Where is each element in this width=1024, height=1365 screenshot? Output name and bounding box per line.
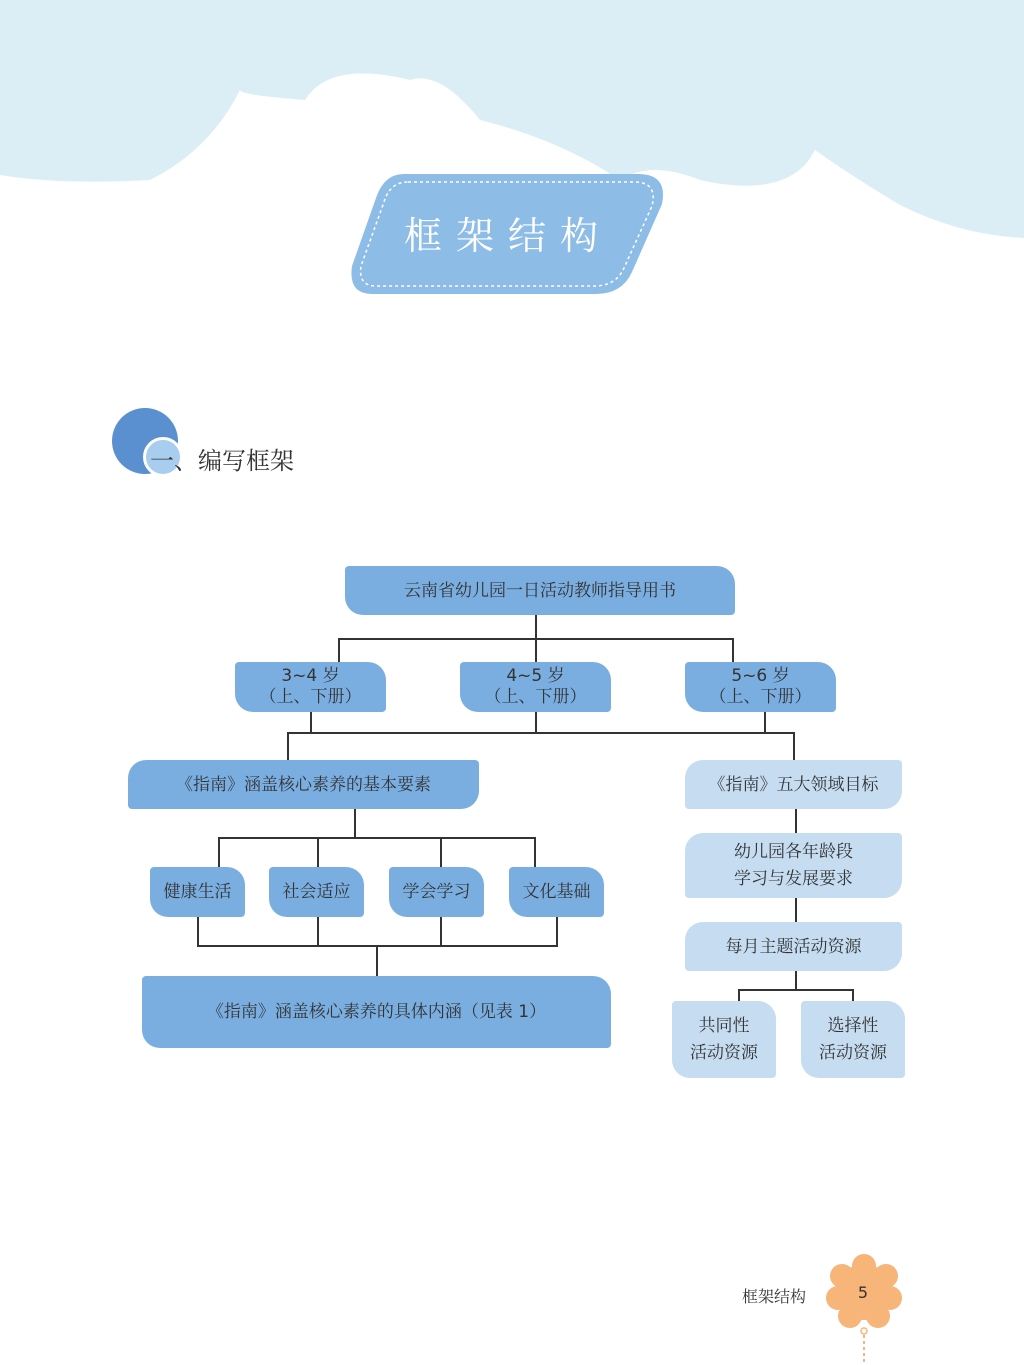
page-number-badge bbox=[826, 1252, 902, 1365]
volume-label: （上、下册） bbox=[709, 687, 812, 707]
connector bbox=[310, 711, 312, 733]
age-box-3-4 bbox=[235, 662, 386, 712]
connector bbox=[535, 638, 537, 662]
element-box-culture bbox=[509, 867, 604, 917]
monthly-theme-label: 每月主题活动资源 bbox=[725, 936, 862, 957]
page-number: 5 bbox=[857, 1283, 869, 1302]
page-title: 框架结构 bbox=[403, 214, 612, 258]
connector bbox=[764, 711, 766, 733]
core-literacy-connotation-label: 《指南》涵盖核心素养的具体内涵（见表 1） bbox=[206, 1002, 547, 1022]
element-box-health bbox=[150, 867, 245, 917]
common-resources-box bbox=[672, 1001, 776, 1078]
age-label: 4~5 岁 bbox=[506, 666, 565, 686]
core-literacy-elements-box bbox=[128, 760, 479, 809]
connector bbox=[317, 837, 319, 867]
monthly-theme-box bbox=[685, 922, 902, 971]
connector bbox=[556, 916, 558, 946]
element-box-learning bbox=[389, 867, 484, 917]
connector bbox=[732, 638, 734, 662]
volume-label: （上、下册） bbox=[259, 687, 362, 707]
section-title: 一、编写框架 bbox=[150, 447, 294, 475]
connector bbox=[354, 808, 356, 838]
age-box-4-5 bbox=[460, 662, 611, 712]
age-label: 5~6 岁 bbox=[731, 666, 790, 686]
domain-goals-label: 《指南》五大领域目标 bbox=[708, 774, 879, 795]
connector bbox=[218, 837, 536, 839]
optional-resources-line2: 活动资源 bbox=[819, 1042, 887, 1063]
core-literacy-elements-label: 《指南》涵盖核心素养的基本要素 bbox=[176, 774, 431, 795]
connector bbox=[317, 916, 319, 946]
connector bbox=[738, 989, 740, 1001]
core-literacy-connotation-box bbox=[142, 976, 611, 1048]
element-label: 学会学习 bbox=[402, 882, 471, 902]
optional-resources-box bbox=[801, 1001, 905, 1078]
connector bbox=[795, 897, 797, 922]
optional-resources-line1: 选择性 bbox=[827, 1015, 879, 1036]
element-box-social bbox=[269, 867, 364, 917]
connector bbox=[795, 970, 797, 990]
age-requirements-box bbox=[685, 833, 902, 898]
connector bbox=[376, 945, 378, 976]
age-box-5-6 bbox=[685, 662, 836, 712]
common-resources-line2: 活动资源 bbox=[690, 1042, 758, 1063]
connector bbox=[535, 614, 537, 639]
element-label: 社会适应 bbox=[282, 882, 351, 902]
common-resources-line1: 共同性 bbox=[698, 1015, 750, 1036]
connector bbox=[287, 732, 795, 734]
connector bbox=[793, 732, 795, 760]
domain-goals-box bbox=[685, 760, 902, 809]
connector bbox=[218, 837, 220, 867]
root-box bbox=[345, 566, 735, 615]
connector bbox=[440, 837, 442, 867]
connector bbox=[852, 989, 854, 1001]
connector bbox=[738, 989, 854, 991]
age-label: 3~4 岁 bbox=[281, 666, 340, 686]
volume-label: （上、下册） bbox=[484, 687, 587, 707]
age-requirements-line1: 幼儿园各年龄段 bbox=[734, 841, 853, 862]
connector bbox=[534, 837, 536, 867]
footer-title: 框架结构 bbox=[742, 1287, 807, 1306]
element-label: 健康生活 bbox=[163, 882, 232, 902]
root-label: 云南省幼儿园一日活动教师指导用书 bbox=[404, 580, 676, 601]
connector bbox=[440, 916, 442, 946]
connector bbox=[535, 711, 537, 733]
element-label: 文化基础 bbox=[522, 882, 591, 902]
connector bbox=[197, 916, 199, 946]
connector bbox=[795, 808, 797, 833]
connector bbox=[338, 638, 340, 662]
connector bbox=[287, 732, 289, 760]
age-requirements-line2: 学习与发展要求 bbox=[734, 868, 853, 889]
